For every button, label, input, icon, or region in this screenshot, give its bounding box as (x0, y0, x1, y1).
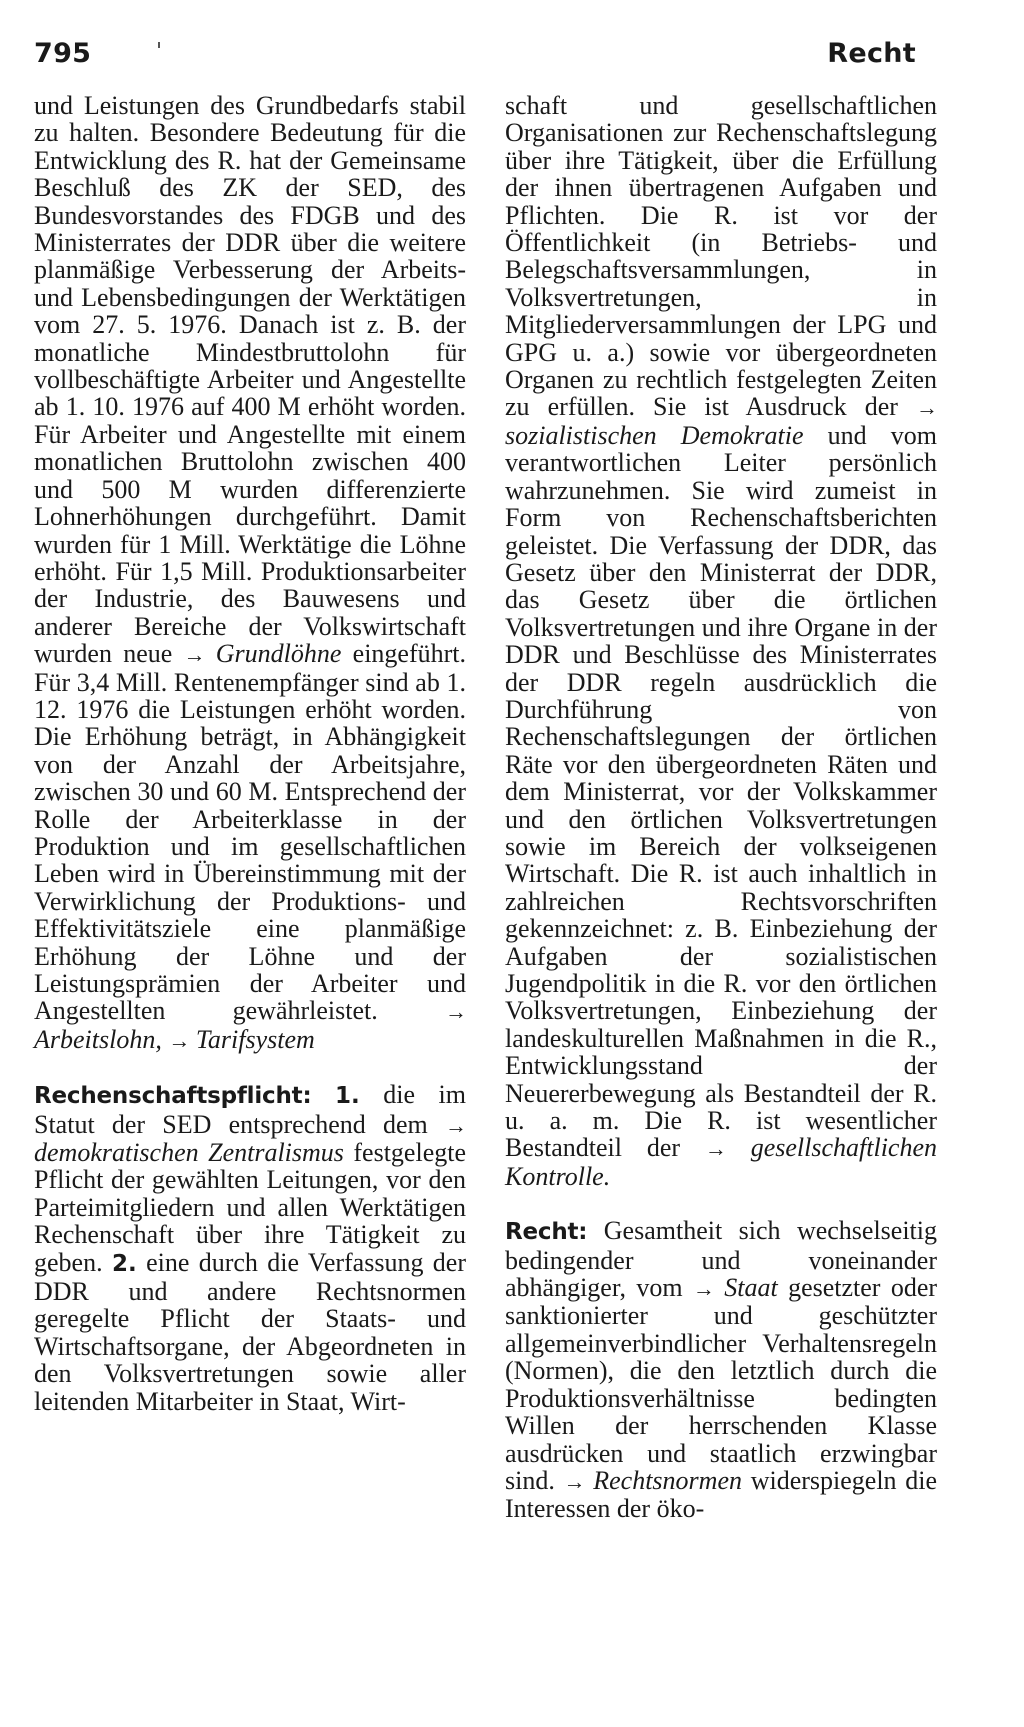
cross-reference-arrow-icon: → (704, 1136, 726, 1162)
page-number: 795 (34, 38, 92, 69)
cross-reference-zentralismus: demokratischen Zentralismus (34, 1138, 344, 1168)
cross-reference-arrow-icon: → (563, 1468, 585, 1494)
entry-recht (505, 1217, 937, 1522)
cross-reference-rechtsnormen: Rechtsnormen (593, 1465, 742, 1495)
entry-term: Recht: (505, 1219, 588, 1246)
entry-term: Rechenschaftspflicht: (34, 1083, 312, 1110)
running-head-keyword: Recht (827, 38, 916, 69)
entry-text: eine durch die Verfassung der DDR und andere Rechtsnormen geregelte Pflicht der Staats- und Wirtschaftsorgane, der Abgeordneten in den Volksvertretungen sowie aller leitenden Mitarbeiter in Staat, Wirt- (34, 1247, 467, 1416)
entry-text: widerspiegeln die Interessen der öko- (505, 1465, 938, 1524)
cross-reference-arrow-icon: → (445, 1112, 466, 1138)
cross-reference-staat: Staat (724, 1273, 778, 1303)
entry-number: 2. (111, 1250, 137, 1277)
cross-reference-arrow-icon: → (445, 999, 466, 1025)
cross-reference-arrow-icon: → (183, 642, 205, 668)
entry-spacer (34, 1054, 466, 1081)
entry-text: Gesamtheit sich wechselseitig bedingender und voneinander abhängiger, vom (505, 1216, 938, 1303)
entry-text: gesetzter oder sanktionierter und geschützter allgemeinverbindlicher Verhaltensregeln (Normen), die den letztlich durch die Produktionsverhältnisse bedingten Willen der herrschenden Klasse ausdrücken und staatlich erzwingbar sind. (505, 1273, 938, 1495)
paragraph-text: und Leistungen des Grundbedarfs stabil zu halten. Besondere Bedeutung für die Entwicklung des R. hat der Gemeinsame Beschluß des ZK der SED, des Bundesvorstandes des FDGB und des Ministerrates der DDR über die weitere planmäßige Verbesserung der Arbeits- und Lebensbedingungen der Werktätigen vom 27. 5. 1976. Danach ist z. B. der monatliche Mindestbruttolohn für vollbeschäftigte Arbeiter und Angestellte ab 1. 10. 1976 auf 400 M erhöht worden. Für Arbeiter und Angestellte mit einem monatlichen Bruttolohn zwischen 400 und 500 M wurden differenzierte Lohnerhöhungen durchgeführt. Damit wurden für 1 Mill. Werktätige die Löhne erhöht. Für 1,5 Mill. Produktionsarbeiter der Industrie, des Bauwesens und anderer Bereiche der Volkswirtschaft wurden neue (34, 91, 466, 669)
cross-reference-tarifsystem: Tarifsystem (195, 1024, 315, 1054)
cross-reference-arbeitslohn: Arbeitslohn, (34, 1024, 162, 1054)
entry-rechenschaftspflicht (34, 1081, 466, 1415)
entry-text: festgelegte Pflicht der gewählten Leitungen, vor den Parteimitgliedern und allen Werktätigen Rechenschaft über ihre Tätigkeit zu geben. (34, 1138, 466, 1277)
cross-reference-arrow-icon: → (168, 1027, 190, 1053)
cross-reference-arrow-icon: → (916, 395, 937, 421)
right-column (505, 92, 937, 1523)
continued-paragraph (505, 92, 937, 1190)
left-column (34, 92, 466, 1415)
paragraph-text: und vom verantwortlichen Leiter persönlich wahrzunehmen. Sie wird zumeist in Form von Rechenschaftsberichten geleistet. Die Verfassung der DDR, das Gesetz über den Ministerrat der DDR, das Gesetz über die örtlichen Volksvertretungen und ihre Organe in der DDR und Beschlüsse des Ministerrates der DDR regeln ausdrücklich die Durchführung von Rechenschaftslegungen der örtlichen Räte vor den übergeordneten Räten und dem Ministerrat, vor der Volkskammer und den örtlichen Volksvertretungen sowie im Bereich der volkseigenen Wirtschaft. Die R. ist auch inhaltlich in zahlreichen Rechtsvorschriften gekennzeichnet: z. B. Einbeziehung der Aufgaben der sozialistischen Jugendpolitik in die R. vor den örtlichen Volksvertretungen, Einbeziehung der landeskulturellen Maßnahmen in die R., Entwicklungsstand der Neuererbewegung als Bestandteil der R. u. a. m. Die R. ist wesentlicher Bestandteil der (505, 420, 937, 1163)
cross-reference-arrow-icon: → (692, 1276, 714, 1302)
cross-reference-demokratie: sozialistischen Demokratie (505, 420, 804, 450)
continued-paragraph (34, 92, 466, 1054)
cross-reference-grundloehne: Grundlöhne (215, 639, 342, 669)
cross-reference-kontrolle: gesellschaftlichen Kontrolle. (505, 1133, 937, 1191)
paragraph-text: eingeführt. Für 3,4 Mill. Rentenempfänger sind ab 1. 12. 1976 die Leistungen erhöht worden. Die Erhöhung beträgt, in Abhängigkeit von der Anzahl der Arbeitsjahre, zwischen 30 und 60 M. Entsprechend der Rolle der Arbeiterklasse in der Produktion und im gesellschaftlichen Leben wird in Übereinstimmung mit der Verwirklichung der Produktions- und Effektivitätsziele eine planmäßige Erhöhung der Löhne und der Leistungsprämien der Arbeiter und Angestellten gewährleistet. (34, 639, 467, 1026)
entry-spacer (505, 1190, 937, 1217)
entry-text: die im Statut der SED entsprechend dem (34, 1080, 467, 1139)
paragraph-text: schaft und gesellschaftlichen Organisationen zur Rechenschaftslegung über ihre Tätigkeit, über die Erfüllung der ihnen übertragenen Aufgaben und Pflichten. Die R. ist vor der Öffentlichkeit (in Betriebs- und Belegschaftsversammlungen, in Volksvertretungen, in Mitgliederversammlungen der LPG und GPG u. a.) sowie vor übergeordneten Organen zu rechtlich festgelegten Zeiten zu erfüllen. Sie ist Ausdruck der (505, 91, 937, 422)
entry-number: 1. (334, 1083, 360, 1110)
print-speck (158, 42, 160, 48)
